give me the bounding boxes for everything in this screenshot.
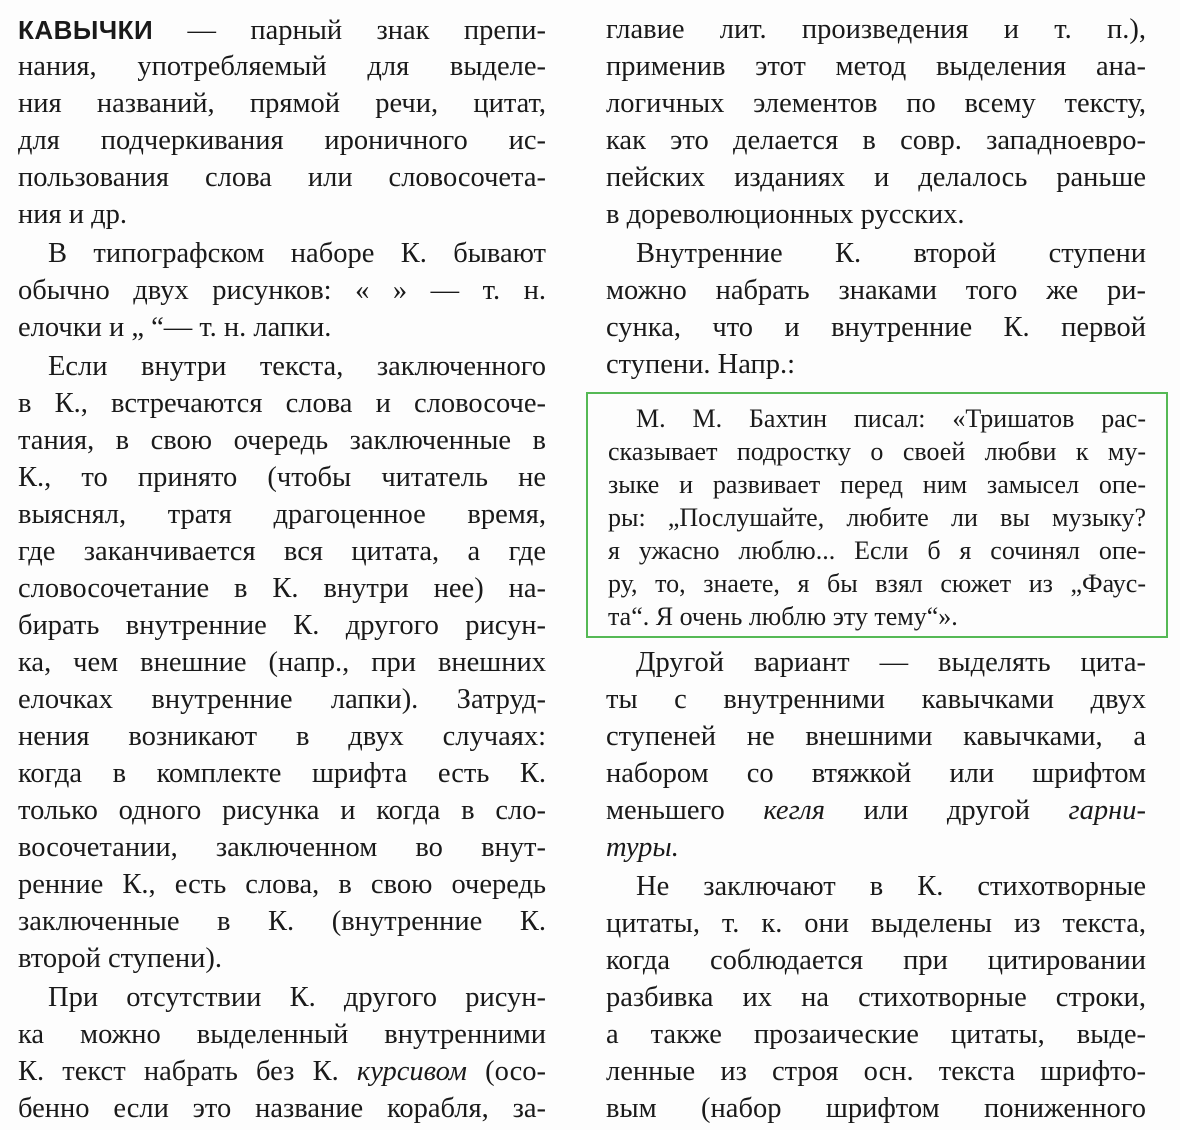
text-line: как это делается в совр. западноевро- (606, 125, 1146, 156)
text-line: логичных элементов по всему тексту, (606, 88, 1146, 119)
entry-first-line: КАВЫЧКИ — парный знак препи- (18, 15, 546, 46)
text-line: Не заключают в К. стихотворные (636, 871, 1146, 902)
text-line: ренние К., есть слова, в свою очередь (18, 869, 546, 900)
text-line: бенно если это название корабля, за- (18, 1093, 546, 1124)
quote-line: М. М. Бахтин писал: «Тришатов рас- (636, 404, 1146, 433)
text-line: нения возникают в двух случаях: (18, 721, 546, 752)
text-line: выяснял, тратя драгоценное время, (18, 499, 546, 530)
text-line: меньшего кегля или другой гарни- (606, 795, 1146, 826)
text-line: ка, чем внешние (напр., при внешних (18, 647, 546, 678)
text-line: ступеней не внешними кавычками, а (606, 721, 1146, 752)
text-line: ступени. Напр.: (606, 349, 796, 380)
text-line: заключенные в К. (внутренние К. (18, 906, 546, 937)
text-line: набором со втяжкой или шрифтом (606, 758, 1146, 789)
text-line: Если внутри текста, заключенного (48, 351, 546, 382)
text-line: В типографском наборе К. бывают (48, 238, 546, 269)
text-line: только одного рисунка и когда в сло- (18, 795, 546, 826)
text-line: ния названий, прямой речи, цитат, (18, 88, 546, 119)
text-line: применив этот метод выделения ана- (606, 51, 1146, 82)
text-line: для подчеркивания ироничного ис- (18, 125, 546, 156)
text-line: ты с внутренними кавычками двух (606, 684, 1146, 715)
text-line: бирать внутренние К. другого рисун- (18, 610, 546, 641)
text-line: цитаты, т. к. они выделены из текста, (606, 908, 1146, 939)
text-line: второй ступени). (18, 943, 222, 974)
quote-line: ру, то, знаете, я бы взял сюжет из „Фаус- (608, 569, 1146, 598)
text-line: Другой вариант — выделять цита- (636, 647, 1146, 678)
italic-term: курсивом (356, 1056, 467, 1087)
text-line: где заканчивается вся цитата, а где (18, 536, 546, 567)
quote-line: та“. Я очень люблю эту тему“». (608, 602, 958, 631)
text-line: в К., встречаются слова и словосоче- (18, 388, 546, 419)
text-line: восочетании, заключенном во внут- (18, 832, 546, 863)
text-line: словосочетание в К. внутри нее) на- (18, 573, 546, 604)
text-line: в дореволюционных русских. (606, 199, 965, 230)
text-line: обычно двух рисунков: « » — т. н. (18, 275, 546, 306)
quote-line: ры: „Послушайте, любите ли вы музыку? (608, 503, 1146, 532)
text-line: Внутренние К. второй ступени (636, 238, 1146, 269)
text-line: елочки и „ “— т. н. лапки. (18, 312, 332, 343)
quote-line: сказывает подростку о своей любви к му- (608, 437, 1146, 466)
text-line: К. текст набрать без К. курсивом (осо- (18, 1056, 546, 1087)
italic-term: гарни- (1068, 795, 1146, 826)
text-line: главие лит. произведения и т. п.), (606, 14, 1146, 45)
text-line: когда соблюдается при цитировании (606, 945, 1146, 976)
text-line: а также прозаические цитаты, выде- (606, 1019, 1146, 1050)
quotation-example-box (586, 392, 1168, 638)
text-line: К., то принято (чтобы читатель не (18, 462, 546, 493)
text-line: При отсутствии К. другого рисун- (48, 982, 546, 1013)
italic-term: кегля (763, 795, 826, 826)
text-line: пейских изданиях и делалось раньше (606, 162, 1146, 193)
entry-headword: КАВЫЧКИ (18, 15, 154, 45)
text-line: разбивка их на стихотворные строки, (606, 982, 1146, 1013)
text-line: вым (набор шрифтом пониженного (606, 1093, 1146, 1124)
text-line: когда в комплекте шрифта есть К. (18, 758, 546, 789)
text-line: елочках внутренние лапки). Затруд- (18, 684, 546, 715)
italic-term: туры. (606, 832, 679, 863)
text-line: можно набрать знаками того же ри- (606, 275, 1146, 306)
text-line: ния и др. (18, 199, 127, 230)
text-line: пользования слова или словосочета- (18, 162, 546, 193)
quote-line: я ужасно люблю... Если б я сочинял опе- (608, 536, 1146, 565)
quote-line: зыке и развивает перед ним замысел опе- (608, 470, 1146, 499)
text-line: ленные из строя осн. текста шрифто- (606, 1056, 1146, 1087)
text-line: ка можно выделенный внутренними (18, 1019, 546, 1050)
text-line: нания, употребляемый для выделе- (18, 51, 546, 82)
text-line: тания, в свою очередь заключенные в (18, 425, 546, 456)
text-line: сунка, что и внутренние К. первой (606, 312, 1146, 343)
